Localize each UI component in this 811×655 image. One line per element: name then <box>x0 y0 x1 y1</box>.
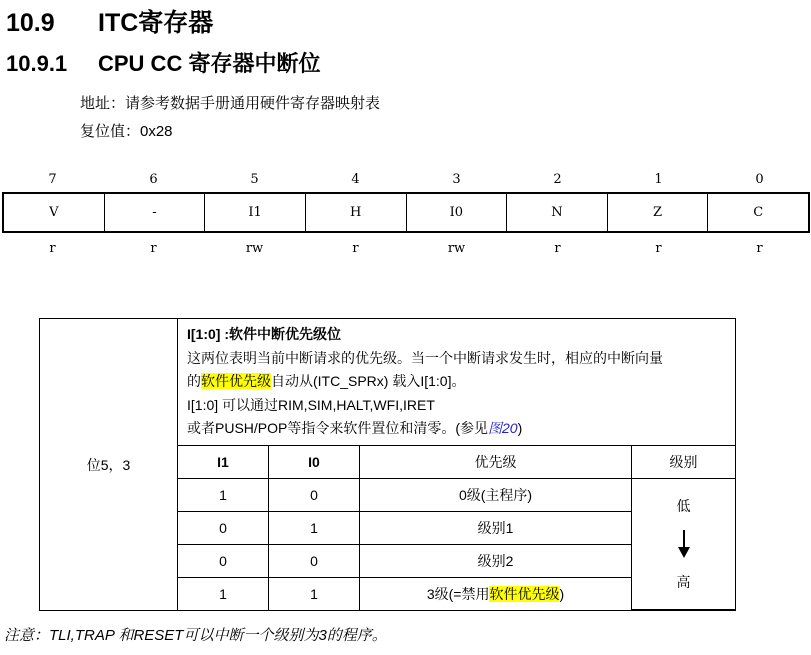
cell-priority <box>360 577 632 610</box>
table-row <box>178 478 735 511</box>
bit-access: r <box>655 241 662 256</box>
bit-access-row <box>2 233 810 265</box>
header-i0: I0 <box>269 446 360 479</box>
subsection-number: 10.9.1 <box>6 51 68 76</box>
cell-priority: 级别2 <box>360 544 632 577</box>
bit-number: 7 <box>48 172 57 187</box>
bit-description-table <box>39 318 736 611</box>
note-text: 注意：TLI,TRAP 和RESET可以中断一个级别为3的程序。 <box>4 627 387 644</box>
bit-field: H <box>306 194 407 231</box>
bit-field-row <box>2 192 810 233</box>
bit-field: - <box>105 194 206 231</box>
cell-i1: 1 <box>178 478 269 511</box>
highlighted-term: 软件优先级 <box>201 373 271 389</box>
priority-text-part: ) <box>559 585 565 602</box>
reset-value-text: 复位值：0x28 <box>80 123 173 140</box>
bit-access: r <box>49 241 56 256</box>
cell-i1: 0 <box>178 511 269 544</box>
bit-number: 1 <box>654 172 663 187</box>
bit-field: V <box>4 194 105 231</box>
bit-field: N <box>507 194 608 231</box>
bit-access: rw <box>245 241 264 256</box>
bit-number: 3 <box>452 172 461 187</box>
description-line <box>187 417 729 441</box>
bit-access: r <box>150 241 157 256</box>
cell-i1: 1 <box>178 577 269 610</box>
description-text-part: ) <box>517 420 523 436</box>
description-text <box>178 319 736 446</box>
bit-field: I1 <box>205 194 306 231</box>
priority-table-cell <box>178 445 736 611</box>
cell-i0: 0 <box>269 544 360 577</box>
description-text-part: 自动从(ITC_SPRx) 载入I[1:0]。 <box>271 373 466 389</box>
bit-number: 6 <box>149 172 158 187</box>
description-text-part: 或者PUSH/POP等指令来软件置位和清零。(参见 <box>187 420 489 436</box>
highlighted-term: 软件优先级 <box>489 585 560 602</box>
header-priority: 优先级 <box>360 446 632 479</box>
bits-label: 位5，3 <box>40 319 178 611</box>
cell-i0: 1 <box>269 577 360 610</box>
cell-priority: 级别1 <box>360 511 632 544</box>
bit-number: 5 <box>250 172 259 187</box>
cell-i1: 0 <box>178 544 269 577</box>
description-line <box>187 370 729 394</box>
arrow-down-icon <box>678 530 690 558</box>
bit-access: r <box>756 241 763 256</box>
bit-access: r <box>554 241 561 256</box>
level-high: 高 <box>676 573 691 590</box>
cell-priority: 0级(主程序) <box>360 478 632 511</box>
bit-number: 0 <box>755 172 764 187</box>
cell-i0: 0 <box>269 478 360 511</box>
header-level: 级别 <box>632 446 736 479</box>
section-title: ITC寄存器 <box>98 9 214 37</box>
bit-field: C <box>753 205 764 220</box>
level-indicator <box>632 478 736 610</box>
subsection-heading <box>6 47 320 78</box>
address-text: 地址：请参考数据手册通用硬件寄存器映射表 <box>80 95 381 112</box>
priority-text-part: 3级(=禁用 <box>426 585 490 602</box>
bit-number: 2 <box>553 172 562 187</box>
priority-table-header <box>178 446 735 479</box>
description-title: I[1:0] :软件中断优先级位 <box>187 326 341 342</box>
bit-access: r <box>352 241 359 256</box>
description-text-part: 的 <box>187 373 201 389</box>
bit-access: rw <box>447 241 466 256</box>
description-line: 这两位表明当前中断请求的优先级。当一个中断请求发生时，相应的中断向量 <box>187 349 663 366</box>
bit-number-row <box>2 168 810 192</box>
priority-table <box>178 446 735 611</box>
level-low: 低 <box>676 497 691 514</box>
bit-field: Z <box>608 194 709 231</box>
subsection-title: CPU CC 寄存器中断位 <box>98 51 321 76</box>
description-line: I[1:0] 可以通过RIM,SIM,HALT,WFI,IRET <box>187 396 435 413</box>
bit-field: I0 <box>407 194 508 231</box>
section-number: 10.9 <box>6 9 55 37</box>
bit-number: 4 <box>351 172 360 187</box>
figure-link[interactable]: 图20 <box>488 420 518 436</box>
section-heading <box>6 3 213 39</box>
cell-i0: 1 <box>269 511 360 544</box>
header-i1: I1 <box>178 446 269 479</box>
register-diagram <box>2 168 810 265</box>
